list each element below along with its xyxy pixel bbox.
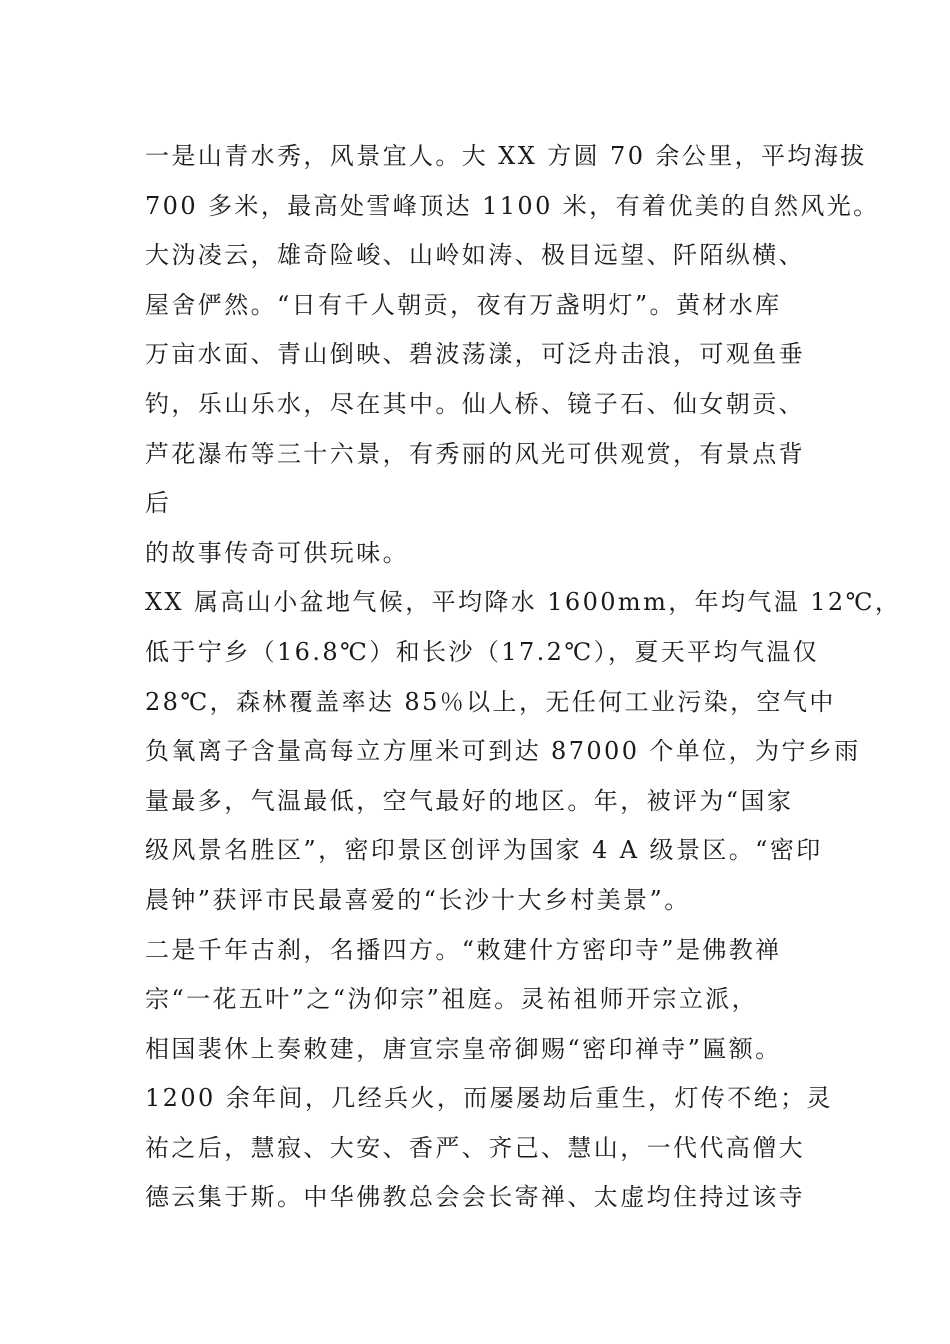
text-line: 相国裴休上奏敕建，唐宣宗皇帝御赐“密印禅寺”匾额。 bbox=[145, 1034, 782, 1063]
text-line: 低于宁乡（16.8℃）和长沙（17.2℃），夏天平均气温仅 bbox=[145, 637, 820, 666]
text-line: 1200 余年间，几经兵火，而屡屡劫后重生，灯传不绝；灵 bbox=[145, 1084, 833, 1113]
body-text bbox=[145, 132, 902, 1223]
text-line: 宗“一花五叶”之“沩仰宗”祖庭。灵祐祖师开宗立派， bbox=[145, 985, 759, 1014]
text-line: 负氧离子含量高每立方厘米可到达 87000 个单位，为宁乡雨 bbox=[145, 737, 861, 766]
text-line: 万亩水面、青山倒映、碧波荡漾，可泛舟击浪，可观鱼垂 bbox=[145, 340, 805, 369]
text-line: 屋舍俨然。“日有千人朝贡，夜有万盏明灯”。黄材水库 bbox=[145, 290, 782, 319]
text-line: 德云集于斯。中华佛教总会会长寄禅、太虚均住持过该寺 bbox=[145, 1183, 805, 1212]
text-line: 28℃，森林覆盖率达 85％以上，无任何工业污染，空气中 bbox=[145, 687, 836, 716]
text-line: 祐之后，慧寂、大安、香严、齐己、慧山，一代代高僧大 bbox=[145, 1133, 805, 1162]
text-line: 一是山青水秀，风景宜人。大 XX 方圆 70 余公里，平均海拔 bbox=[145, 142, 867, 170]
text-line: 二是千年古刹，名播四方。“敕建什方密印寺”是佛教禅 bbox=[145, 935, 782, 964]
text-line: XX 属高山小盆地气候，平均降水 1600mm，年均气温 12℃， bbox=[145, 588, 902, 617]
text-line: 晨钟”获评市民最喜爱的“长沙十大乡村美景”。 bbox=[145, 885, 691, 914]
text-line: 级风景名胜区”，密印景区创评为国家 4 A 级景区。“密印 bbox=[145, 836, 823, 865]
text-line: 的故事传奇可供玩味。 bbox=[145, 538, 409, 567]
text-line: 芦花瀑布等三十六景，有秀丽的风光可供观赏，有景点背 bbox=[145, 439, 805, 468]
text-line: 钓，乐山乐水，尽在其中。仙人桥、镜子石、仙女朝贡、 bbox=[145, 389, 805, 418]
text-line: 700 多米，最高处雪峰顶达 1100 米，有着优美的自然风光。 bbox=[145, 191, 880, 220]
text-line: 后 bbox=[145, 489, 172, 518]
text-line: 量最多，气温最低，空气最好的地区。年，被评为“国家 bbox=[145, 786, 794, 815]
text-line: 大沩凌云，雄奇险峻、山岭如涛、极目远望、阡陌纵横、 bbox=[145, 241, 805, 270]
